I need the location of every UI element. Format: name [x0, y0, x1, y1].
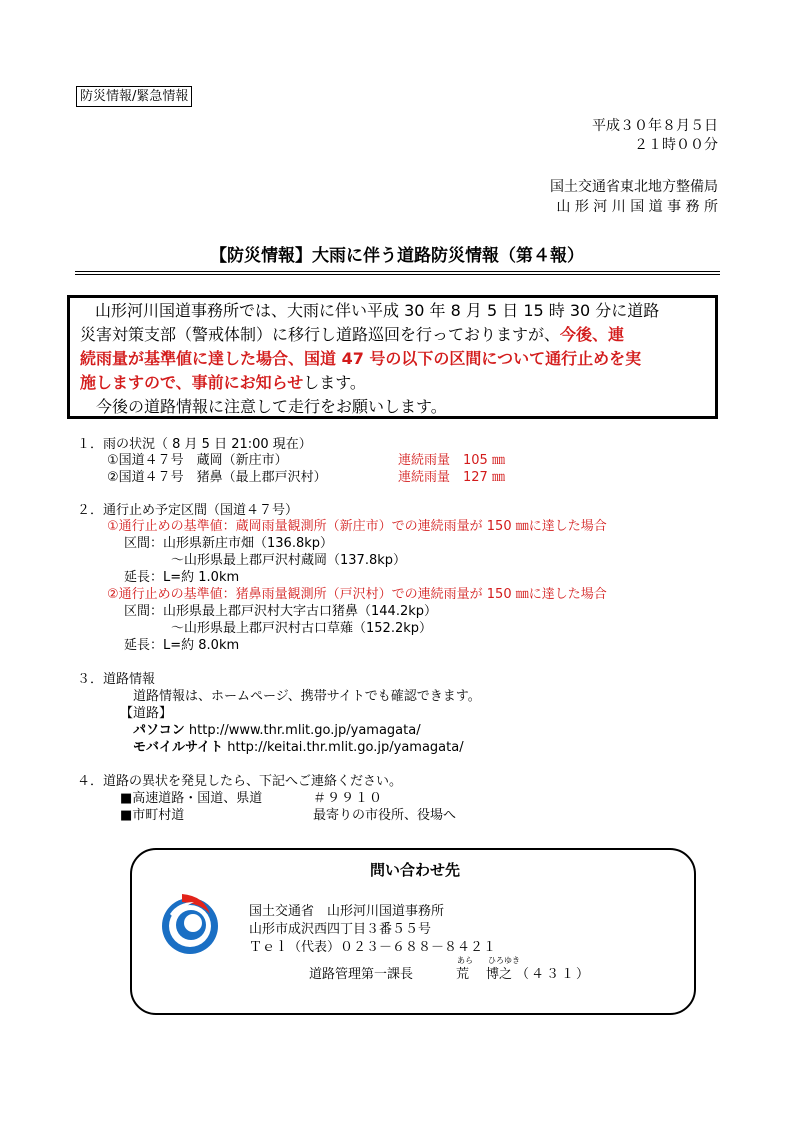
mobile-site-row: [133, 739, 464, 756]
notice-line-2: [80, 323, 624, 347]
report-row-1-label: ■高速道路・国道、県道: [120, 791, 263, 806]
notice-line-1: 山形河川国道事務所では、大雨に伴い平成 30 年 8 月 5 日 15 時 30 分に道路: [95, 301, 660, 320]
closure-2-criteria: ②通行止めの基準値：猪鼻雨量観測所（戸沢村）での連続雨量が 150 ㎜に達した場合: [107, 587, 607, 602]
road-info-label: 【道路】: [120, 706, 173, 721]
mlit-logo-icon: [158, 890, 222, 960]
notice-line-4-text: します。: [303, 373, 366, 392]
notice-box: [67, 295, 718, 419]
surname-ruby: あら: [457, 956, 473, 965]
closure-1-interval-end: ～山形県最上郡戸沢村蔵岡（137.8kp）: [171, 553, 406, 568]
notice-line-4: [80, 371, 366, 395]
contact-tel[interactable]: Ｔｅｌ（代表）０２３－６８８－８４２１: [249, 940, 497, 955]
issue-time: ２１時００分: [634, 137, 718, 153]
pc-site-label: パソコン: [133, 723, 185, 738]
contact-extension: （４３１）: [516, 967, 592, 982]
closure-1-interval: 区間：山形県新庄市畑（136.8kp）: [124, 536, 333, 551]
contact-title: 問い合わせ先: [369, 861, 460, 879]
report-row-2-label: ■市町村道: [120, 808, 185, 823]
closure-2-interval: 区間：山形県最上郡戸沢村大字古口猪鼻（144.2kp）: [124, 604, 437, 619]
report-row-2-value: 最寄りの市役所、役場へ: [313, 808, 457, 823]
road-info-description: 道路情報は、ホームページ、携帯サイトでも確認できます。: [133, 689, 481, 704]
pc-site-row: [133, 722, 421, 739]
title-underline: [75, 271, 720, 275]
closure-1-length: 延長：L=約 1.0km: [124, 570, 240, 585]
issuer-bureau: 国土交通省東北地方整備局: [550, 179, 718, 195]
rain-row-1-label: ①国道４７号 蔵岡（新庄市）: [107, 453, 288, 468]
issuer-office: 山 形 河 川 国 道 事 務 所: [556, 199, 718, 215]
section3-heading: ３．道路情報: [77, 672, 156, 687]
contact-surname: 荒: [456, 967, 470, 982]
notice-line-5: 今後の道路情報に注意して走行をお願いします。: [96, 397, 447, 416]
notice-line-3: 続雨量が基準値に達した場合、国道 47 号の以下の区間について通行止めを実: [80, 349, 642, 368]
mobile-site-link[interactable]: http://keitai.thr.mlit.go.jp/yamagata/: [227, 740, 464, 755]
section1-heading: １．雨の状況（ 8 月 5 日 21:00 現在）: [77, 437, 312, 452]
contact-box: [130, 848, 696, 1015]
notice-line-4-emphasis: 施しますので、事前にお知らせ: [80, 373, 304, 392]
closure-1-criteria: ①通行止めの基準値：蔵岡雨量観測所（新庄市）での連続雨量が 150 ㎜に達した場合: [107, 519, 607, 534]
contact-given-name: 博之: [486, 967, 513, 982]
page-title: 【防災情報】大雨に伴う道路防災情報（第４報）: [210, 246, 584, 266]
contact-position: 道路管理第一課長: [309, 967, 414, 982]
contact-address: 山形市成沢西四丁目３番５５号: [249, 922, 432, 937]
closure-2-interval-end: ～山形県最上郡戸沢村古口草薙（152.2kp）: [171, 621, 432, 636]
mobile-site-label: モバイルサイト: [133, 740, 224, 755]
closure-2-length: 延長：L=約 8.0km: [124, 638, 240, 653]
report-row-1-value: ＃９９１０: [313, 791, 384, 806]
notice-line-2-emphasis: 今後、連: [560, 325, 625, 344]
rain-row-2-label: ②国道４７号 猪鼻（最上郡戸沢村）: [107, 470, 327, 485]
notice-line-2-text: 災害対策支部（警戒体制）に移行し道路巡回を行っておりますが、: [80, 325, 561, 344]
rain-row-2-value: 連続雨量 127 ㎜: [398, 470, 505, 485]
issue-date: 平成３０年８月５日: [592, 118, 718, 134]
section2-heading: ２．通行止め予定区間（国道４７号）: [77, 503, 299, 518]
rain-row-1-value: 連続雨量 105 ㎜: [398, 453, 505, 468]
category-tag: 防災情報/緊急情報: [76, 86, 192, 107]
section4-heading: ４．道路の異状を発見したら、下記へご連絡ください。: [77, 774, 403, 789]
pc-site-link[interactable]: http://www.thr.mlit.go.jp/yamagata/: [188, 723, 421, 738]
contact-org: 国土交通省 山形河川国道事務所: [249, 904, 445, 919]
given-name-ruby: ひろゆき: [488, 956, 520, 965]
